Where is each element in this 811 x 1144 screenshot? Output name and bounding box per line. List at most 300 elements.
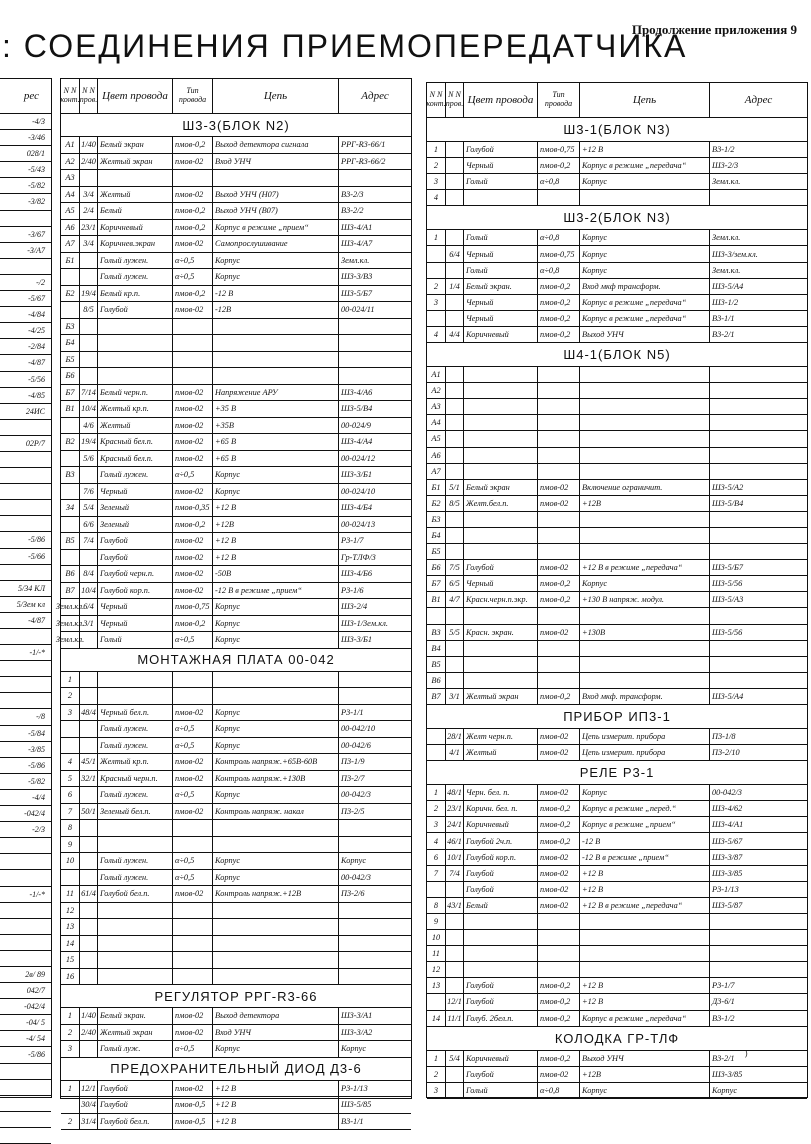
left-fragment-cell: -5/82 (0, 178, 51, 194)
cell-kont: 1 (427, 230, 446, 245)
left-fragment-cell (0, 516, 51, 532)
cell-circuit: Напряжение АРУ (213, 385, 339, 401)
cell-color: Голый лужен. (98, 253, 173, 269)
cell-type (538, 641, 580, 656)
table-row (61, 500, 411, 517)
table-row (427, 311, 807, 327)
cell-circuit: Корпус (580, 246, 710, 261)
table-row (61, 853, 411, 870)
cell-kont: 3 (61, 705, 80, 721)
cell-circuit (213, 319, 339, 335)
cell-address: Корпус (712, 1085, 738, 1095)
cell-color: Голубой 2ч.п. (464, 833, 538, 848)
cell-type (538, 399, 580, 414)
cell-kont (61, 550, 80, 566)
cell-type: пмов-02 (538, 866, 580, 881)
table-row (61, 886, 411, 903)
cell-prov: 7/5 (446, 560, 464, 575)
cell-color: Голый лужен. (98, 738, 173, 754)
table-row (427, 399, 807, 415)
cell-prov (446, 142, 464, 157)
col-circuit: Цепь (213, 79, 339, 113)
cell-color: Голубой (464, 866, 538, 881)
cell-circuit (213, 837, 339, 853)
cell-prov (446, 464, 464, 479)
cell-prov: 2/4 (80, 203, 98, 219)
cell-kont: В6 (427, 673, 446, 688)
left-fragment-cell: -3/A7 (0, 243, 51, 259)
cell-address: 00-042/6 (341, 740, 371, 750)
cell-prov: 10/4 (80, 401, 98, 417)
cell-type (173, 919, 213, 935)
table-row (427, 448, 807, 464)
cell-prov: 19/4 (80, 434, 98, 450)
cell-address (339, 969, 411, 985)
table-row (61, 302, 411, 319)
cell-color: Красный черн.п. (98, 771, 173, 787)
cell-circuit: +12 В (580, 866, 710, 881)
cell-circuit: Корпус в режиме „перед.“ (580, 801, 710, 816)
table-row (427, 415, 807, 431)
table-row (427, 1067, 807, 1083)
cell-color: Коричневый (464, 327, 538, 342)
cell-color: Голубой (98, 302, 173, 318)
table-row (427, 512, 807, 528)
page-subtitle: Продолжение приложения 9 (631, 22, 797, 37)
cell-color (98, 335, 173, 351)
cell-color: Коричн. бел. п. (464, 801, 538, 816)
cell-address: Р3-1/7 (341, 536, 364, 546)
left-fragment-cell: -5/86 (0, 1047, 51, 1063)
cell-color (464, 657, 538, 672)
left-fragment-cell: 028/1 (0, 146, 51, 162)
cell-kont: А1 (427, 367, 446, 382)
table-row (61, 919, 411, 936)
cell-type (173, 319, 213, 335)
cell-address (710, 512, 807, 527)
cell-prov (80, 820, 98, 836)
cell-address (710, 464, 807, 479)
left-fragment-cell (0, 661, 51, 677)
cell-kont (427, 246, 446, 261)
left-fragment-cell: -5/86 (0, 758, 51, 774)
stray-mark: ) (745, 1049, 748, 1058)
cell-circuit: +12В (213, 517, 339, 533)
table-row (61, 220, 411, 237)
cell-color: Черный (98, 484, 173, 500)
cell-circuit: Выход детектора сигнала (213, 137, 339, 153)
cell-kont: З4 (61, 500, 80, 516)
left-fragment-cell: 5/34 КЛ (0, 581, 51, 597)
cell-prov: 12/1 (80, 1081, 98, 1097)
cell-circuit: +12 В (213, 1114, 339, 1130)
cell-color: Голый лужен. (98, 787, 173, 803)
cell-prov: 7/6 (80, 484, 98, 500)
cell-circuit (580, 930, 710, 945)
table-row (427, 946, 807, 962)
cell-circuit: Корпус в режиме „передача“ (580, 1011, 710, 1026)
cell-color: Коричнев.экран (98, 236, 173, 252)
col-color: Цвет провода (464, 83, 538, 117)
cell-color (464, 448, 538, 463)
cell-prov (80, 170, 98, 186)
cell-kont: А2 (427, 383, 446, 398)
cell-address: Ш3-5/87 (712, 900, 743, 910)
cell-address (710, 657, 807, 672)
cell-prov: 28/1 (446, 729, 464, 744)
cell-kont (61, 302, 80, 318)
cell-address: 00-024/13 (341, 519, 376, 529)
table-row (61, 401, 411, 418)
cell-kont: В5 (427, 657, 446, 672)
table-row (61, 787, 411, 804)
cell-prov (446, 158, 464, 173)
cell-prov: 3/4 (80, 187, 98, 203)
cell-circuit: Корпус (580, 230, 710, 245)
cell-address: Ш3-2/4 (341, 602, 368, 612)
cell-prov (80, 253, 98, 269)
cell-address: Ш3-5/Б7 (712, 563, 744, 573)
cell-type: α÷0,5 (173, 870, 213, 886)
cell-kont: 10 (427, 930, 446, 945)
cell-prov: 3/4 (80, 236, 98, 252)
cell-color: Коричневый (464, 817, 538, 832)
table-row (427, 785, 807, 801)
left-fragment-cell (0, 1096, 51, 1112)
table-row (61, 688, 411, 705)
table-row (427, 801, 807, 817)
cell-type: α÷0,5 (173, 253, 213, 269)
table-row (427, 383, 807, 399)
cell-address (339, 919, 411, 935)
left-fragment-rows (0, 114, 51, 1144)
cell-prov: 10/1 (446, 850, 464, 865)
cell-circuit: Корпус в режиме „передача“ (580, 295, 710, 310)
cell-type (173, 672, 213, 688)
cell-kont: 16 (61, 969, 80, 985)
cell-circuit: Корпус (580, 174, 710, 189)
cell-color: Красный бел.п. (98, 434, 173, 450)
cell-prov: 8/5 (80, 302, 98, 318)
cell-circuit: +130В (580, 625, 710, 640)
cell-kont (61, 484, 80, 500)
cell-color: Голубой (464, 882, 538, 897)
cell-type: пмов-02 (173, 1081, 213, 1097)
cell-type: пмов-0,75 (538, 246, 580, 261)
cell-color: Зеленый (98, 500, 173, 516)
cell-type: пмов-0,5 (173, 1114, 213, 1130)
cell-color (98, 368, 173, 384)
cell-type: пмов-0,2 (538, 576, 580, 591)
cell-kont (427, 745, 446, 760)
table-row (427, 464, 807, 480)
cell-prov (446, 641, 464, 656)
cell-type: пмов-02 (173, 187, 213, 203)
cell-prov (80, 335, 98, 351)
cell-type (538, 190, 580, 205)
table-row (61, 368, 411, 385)
cell-prov: 8/5 (446, 496, 464, 511)
cell-type (538, 528, 580, 543)
cell-address (710, 528, 807, 543)
left-fragment-cell (0, 629, 51, 645)
cell-type: пмов-0,5 (173, 1097, 213, 1113)
cell-address: В3-1/1 (341, 1116, 364, 1126)
left-fragment-cell: -3/85 (0, 742, 51, 758)
cell-type: пмов-0,2 (538, 833, 580, 848)
cell-address (710, 383, 807, 398)
cell-circuit: Контроль напряж. накал (213, 804, 339, 820)
cell-circuit: Корпус (213, 853, 339, 869)
table-row (427, 592, 807, 608)
cell-circuit (213, 820, 339, 836)
table-row (427, 190, 807, 206)
table-row (61, 952, 411, 969)
table-row (61, 236, 411, 253)
cell-prov (446, 962, 464, 977)
table-row (427, 158, 807, 174)
cell-address: Земл.кл. (712, 177, 741, 187)
cell-prov (80, 853, 98, 869)
cell-circuit: Корпус (213, 632, 339, 648)
cell-address: Ш3-5/56 (712, 627, 743, 637)
cell-address (710, 946, 807, 961)
cell-kont: А5 (427, 431, 446, 446)
cell-kont: 14 (61, 936, 80, 952)
cell-color: Голубой (98, 1097, 173, 1113)
table-row (61, 319, 411, 336)
left-fragment-cell (0, 452, 51, 468)
cell-prov: 48/4 (80, 705, 98, 721)
cell-circuit (580, 544, 710, 559)
cell-circuit: +12 В (580, 882, 710, 897)
left-fragment-cell: -042/4 (0, 806, 51, 822)
cell-address (339, 170, 411, 186)
cell-kont: Б5 (61, 352, 80, 368)
cell-prov (446, 431, 464, 446)
cell-address: В3-1/2 (712, 1013, 735, 1023)
cell-kont: А7 (61, 236, 80, 252)
cell-kont: В6 (61, 566, 80, 582)
table-row (427, 866, 807, 882)
left-fragment-cell (0, 565, 51, 581)
cell-color: Голый (464, 174, 538, 189)
cell-type: пмов-02 (173, 1008, 213, 1024)
cell-color: Желтый (98, 187, 173, 203)
cell-color: Голубой бел.п. (98, 1114, 173, 1130)
left-fragment-cell (0, 1112, 51, 1128)
table-row (61, 837, 411, 854)
table-row (55, 632, 411, 649)
cell-address (710, 415, 807, 430)
cell-kont: 9 (427, 914, 446, 929)
table-row (427, 1051, 807, 1067)
cell-prov (80, 952, 98, 968)
cell-type: пмов-02 (538, 882, 580, 897)
cell-prov: 7/4 (80, 533, 98, 549)
cell-type (173, 688, 213, 704)
cell-color: Зеленый бел.п. (98, 804, 173, 820)
cell-kont: Б1 (427, 480, 446, 495)
cell-type (538, 383, 580, 398)
cell-kont: 4 (427, 327, 446, 342)
cell-type (173, 837, 213, 853)
cell-address (710, 431, 807, 446)
cell-prov (80, 787, 98, 803)
cell-prov: 8/4 (80, 566, 98, 582)
cell-prov: 5/6 (80, 451, 98, 467)
cell-color: Белый экран (464, 480, 538, 495)
cell-type (538, 448, 580, 463)
left-fragment-header: рес (0, 79, 51, 114)
cell-color (98, 820, 173, 836)
cell-prov (80, 672, 98, 688)
left-fragment-cell: -5/43 (0, 162, 51, 178)
cell-color (464, 528, 538, 543)
cell-type (538, 367, 580, 382)
cell-type (538, 544, 580, 559)
cell-circuit: Корпус (580, 576, 710, 591)
left-fragment-cell (0, 903, 51, 919)
cell-kont: 5 (61, 771, 80, 787)
cell-circuit: Вход мкф. трансформ. (580, 689, 710, 704)
cell-kont: В7 (61, 583, 80, 599)
cell-address (339, 936, 411, 952)
left-fragment-cell: 2в/ 89 (0, 967, 51, 983)
cell-color: Голый (464, 263, 538, 278)
cell-address: Р3-1/6 (341, 585, 364, 595)
cell-type: пмов-02 (173, 583, 213, 599)
cell-color: Голубой (464, 142, 538, 157)
cell-address (339, 903, 411, 919)
cell-color: Коричневый (98, 220, 173, 236)
cell-circuit: +35 В (213, 401, 339, 417)
cell-circuit (213, 688, 339, 704)
left-fragment-cell: -/2 (0, 275, 51, 291)
cell-type: пмов-0,2 (538, 689, 580, 704)
cell-address: Ш3-4/А1 (712, 820, 744, 830)
cell-circuit (580, 657, 710, 672)
cell-circuit: Контроль напряж.+12В (213, 886, 339, 902)
cell-address: 00-042/3 (341, 790, 371, 800)
cell-color: Черный (464, 295, 538, 310)
cell-circuit (580, 367, 710, 382)
cell-kont: Земл.кл. (61, 632, 80, 648)
cell-type: α÷0,5 (173, 787, 213, 803)
cell-prov (80, 467, 98, 483)
left-fragment-cell (0, 693, 51, 709)
cell-kont: Б6 (427, 560, 446, 575)
cell-type: пмов-02 (538, 480, 580, 495)
table-row (427, 431, 807, 447)
table-row (427, 544, 807, 560)
table-row (427, 978, 807, 994)
cell-type: пмов-02 (173, 771, 213, 787)
cell-type (173, 969, 213, 985)
cell-kont (427, 994, 446, 1009)
left-fragment-cell: -4/84 (0, 307, 51, 323)
cell-prov (446, 978, 464, 993)
cell-kont: 11 (61, 886, 80, 902)
cell-circuit: -12 В в режиме „прием“ (213, 583, 339, 599)
cell-kont: А2 (61, 154, 80, 170)
cell-color (98, 170, 173, 186)
cell-kont: 1 (61, 1008, 80, 1024)
right-table (426, 82, 808, 1098)
cell-prov: 6/6 (80, 517, 98, 533)
cell-type: α÷0,8 (538, 174, 580, 189)
cell-circuit: Вход мкф трансформ. (580, 279, 710, 294)
cell-circuit (580, 415, 710, 430)
cell-prov (446, 448, 464, 463)
cell-circuit (580, 946, 710, 961)
table-row (427, 833, 807, 849)
cell-prov: 4/6 (80, 418, 98, 434)
section-title: Ш3-2(БЛОК N3) (427, 206, 807, 230)
cell-address: П3-1/9 (341, 757, 365, 767)
cell-address: 00-042/3 (712, 788, 742, 798)
right-table-header (427, 83, 807, 118)
cell-kont (61, 451, 80, 467)
cell-address: Р3-1/13 (712, 884, 739, 894)
cell-color: Желтый (464, 745, 538, 760)
cell-address: Ш3-4/Б4 (341, 503, 373, 513)
cell-circuit (580, 962, 710, 977)
left-fragment-cell (0, 951, 51, 967)
cell-color (464, 930, 538, 945)
cell-address: Ш3-5/В4 (712, 498, 744, 508)
cell-address: Ш3-4/62 (712, 804, 743, 814)
cell-color (98, 969, 173, 985)
table-row (61, 517, 411, 534)
cell-type: пмов-02 (173, 533, 213, 549)
cell-circuit (580, 399, 710, 414)
cell-kont: 6 (427, 850, 446, 865)
cell-type: пмов-02 (173, 302, 213, 318)
cell-circuit: +12 В в режиме „передача“ (580, 560, 710, 575)
cell-color (464, 431, 538, 446)
cell-prov (446, 608, 464, 623)
table-row (427, 689, 807, 705)
cell-prov: 30/4 (80, 1097, 98, 1113)
cell-kont: 2 (61, 688, 80, 704)
cell-prov (446, 930, 464, 945)
cell-color: Голый лужен. (98, 721, 173, 737)
table-row (61, 1025, 411, 1042)
left-fragment-cell (0, 1128, 51, 1144)
cell-address: Ш3-5/В4 (341, 404, 373, 414)
table-row (427, 850, 807, 866)
cell-kont: Б2 (427, 496, 446, 511)
cell-address: Земл.кл. (712, 233, 741, 243)
cell-color: Желт.бел.п. (464, 496, 538, 511)
cell-prov: 6/4 (446, 246, 464, 261)
cell-color: Черный (464, 158, 538, 173)
cell-type (538, 431, 580, 446)
cell-type: пмов-02 (173, 550, 213, 566)
cell-circuit: +65 В (213, 451, 339, 467)
cell-address (710, 448, 807, 463)
cell-prov (80, 936, 98, 952)
cell-type: пмов-02 (173, 886, 213, 902)
cell-address (710, 544, 807, 559)
cell-circuit: Корпус (213, 787, 339, 803)
col-address: Адрес (744, 93, 773, 106)
cell-circuit: Корпус (580, 1083, 710, 1098)
cell-address (339, 820, 411, 836)
table-row (427, 882, 807, 898)
cell-prov (446, 914, 464, 929)
